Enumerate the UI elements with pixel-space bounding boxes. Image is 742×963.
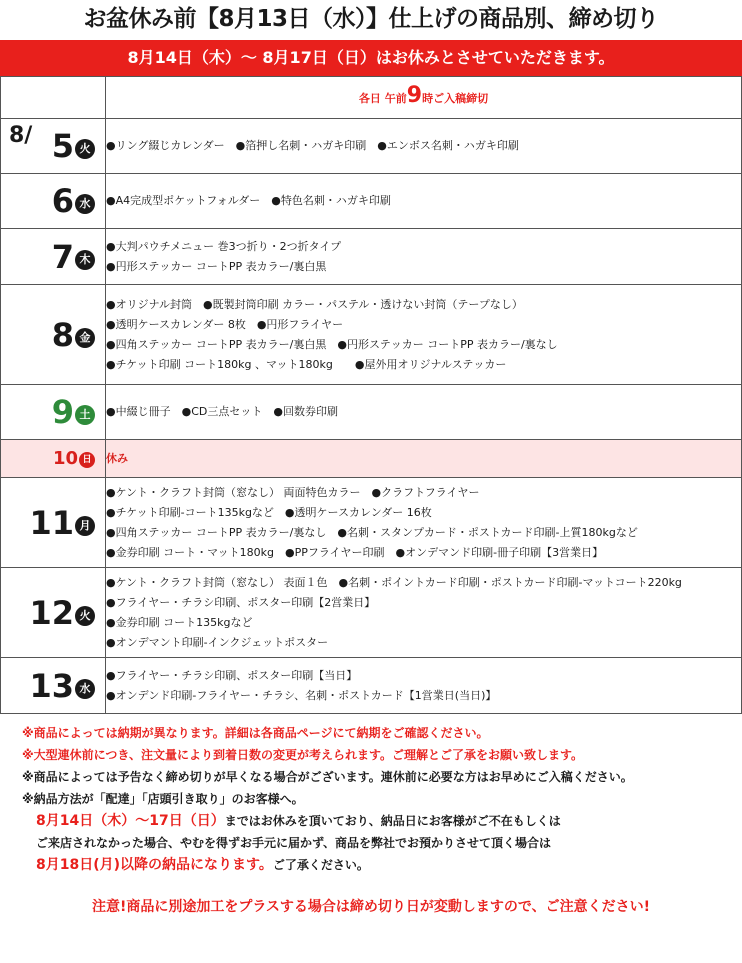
item-line: ●オンデンド印刷-フライヤー・チラシ、名刺・ポストカード【1営業日(当日)】 [106, 688, 497, 702]
day-number: 8 [51, 315, 74, 354]
weekday-badge: 金 [75, 328, 95, 348]
table-row [1, 568, 742, 658]
day-number: 10 [52, 447, 78, 469]
note-line: ※商品によっては予告なく締め切りが早くなる場合がございます。連休前に必要な方はお早めにご入稿ください。 [22, 770, 633, 784]
note-line: ご来店されなかった場合、やむを得ずお手元に届かず、商品を弊社でお預かりさせて頂く場合は [36, 836, 552, 850]
note-line: ※大型連休前につき、注文量により到着日数の変更が考えられます。ご理解とご了承をお願い致します。 [22, 748, 584, 762]
day-number: 13 [29, 666, 74, 705]
table-row [1, 229, 742, 285]
note-line: ※商品によっては納期が異なります。詳細は各商品ページにて納期をご確認ください。 [22, 726, 489, 740]
day-number: 12 [29, 593, 74, 632]
table-row [1, 658, 742, 714]
item-line: ●フライヤー・チラシ印刷、ポスター印刷【当日】 [106, 668, 358, 682]
item-line: ●四角ステッカー コートPP 表カラー/裏白黒 ●円形ステッカー コートPP 表カラー/裏なし [106, 337, 558, 351]
weekday-badge: 土 [75, 405, 95, 425]
day-number: 11 [29, 503, 74, 542]
weekday-badge: 月 [75, 516, 95, 536]
item-line: ●金券印刷 コート・マット180kg ●PPフライヤー印刷 ●オンデマンド印刷-冊子印刷【3営業日】 [106, 545, 604, 559]
weekday-badge: 水 [75, 194, 95, 214]
item-line: ●チケット印刷-コート135kgなど ●透明ケースカレンダー 16枚 [106, 505, 432, 519]
item-line: ●オリジナル封筒 ●既製封筒印刷 カラー・パステル・透けない封筒（テープなし） [106, 297, 523, 311]
item-line: ●ケント・クラフト封筒（窓なし） 表面１色 ●名刺・ポイントカード印刷・ポストカード印刷-マットコート220kg [106, 575, 682, 589]
table-row [1, 119, 742, 174]
item-line: ●フライヤー・チラシ印刷、ポスター印刷【2営業日】 [106, 595, 376, 609]
holiday-banner: 8月14日（木）～ 8月17日（日）はお休みとさせていただきます。 [0, 40, 742, 76]
item-line: ●四角ステッカー コートPP 表カラー/裏なし ●名刺・スタンプカード・ポストカード印刷-上質180kgなど [106, 525, 638, 539]
note-line: ※納品方法が「配達」「店頭引き取り」のお客様へ。 [22, 792, 304, 806]
item-line: ●チケット印刷 コート180kg 、マット180kg ●屋外用オリジナルステッカー [106, 357, 507, 371]
day-number: 5 [51, 127, 74, 165]
note-line: 8月18日(月)以降の納品になります。ご了承ください。 [36, 857, 369, 873]
weekday-badge: 水 [75, 679, 95, 699]
table-header-row [1, 77, 742, 119]
weekday-badge: 火 [75, 139, 95, 159]
weekday-badge: 木 [75, 250, 95, 270]
item-line: ●透明ケースカレンダー 8枚 ●円形フライヤー [106, 317, 344, 331]
page-title: お盆休み前【8月13日（水）】仕上げの商品別、締め切り [83, 6, 659, 32]
table-row [1, 285, 742, 385]
note-line: 8月14日（木）～17日（日）まではお休みを頂いており、納品日にお客様がご不在もしくは [36, 813, 561, 829]
table-row [1, 385, 742, 440]
holiday-label: 休み [106, 451, 128, 465]
table-row [1, 478, 742, 568]
weekday-badge: 火 [75, 606, 95, 626]
item-line: ●円形ステッカー コートPP 表カラー/裏白黒 [106, 259, 327, 273]
item-line: ●大判パウチメニュー 巻3つ折り・2つ折タイプ [106, 239, 342, 253]
daily-deadline: 各日 午前9時ご入稿締切 [106, 77, 742, 119]
table-row [1, 174, 742, 229]
day-number: 7 [51, 237, 74, 276]
day-number: 9 [51, 393, 74, 431]
deadline-table [0, 76, 742, 714]
item-line: ●オンデマント印刷-インクジェットポスター [106, 635, 329, 649]
final-notice: 注意!商品に別途加工をプラスする場合は締め切り日が変動しますので、ご注意ください! [91, 899, 651, 915]
notes-section [22, 722, 732, 876]
table-row-holiday [1, 440, 742, 478]
item-line: ●金券印刷 コート135kgなど [106, 615, 253, 629]
item-line: ●中綴じ冊子 ●CD三点セット ●回数券印刷 [106, 405, 338, 418]
item-line: ●ケント・クラフト封筒（窓なし） 両面特色カラー ●クラフトフライヤー [106, 485, 480, 499]
month-label: 8/ [9, 123, 33, 148]
day-number: 6 [51, 182, 74, 220]
item-line: ●A4完成型ポケットフォルダー ●特色名刺・ハガキ印刷 [106, 194, 391, 207]
item-line: ●リング綴じカレンダー ●箔押し名刺・ハガキ印刷 ●エンボス名刺・ハガキ印刷 [106, 139, 519, 152]
weekday-badge: 日 [79, 452, 95, 468]
